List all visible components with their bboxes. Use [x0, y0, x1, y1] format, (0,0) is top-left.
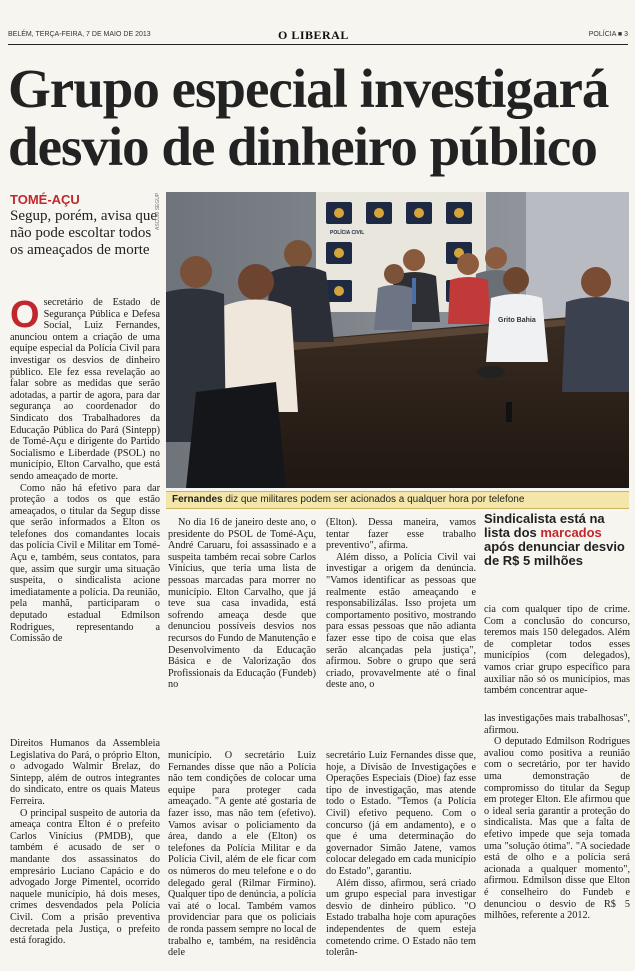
newspaper-logo: O LIBERAL	[278, 28, 349, 42]
headline: Grupo especial investigará desvio de dinheiro público	[8, 58, 609, 177]
article-paragraph: O principal suspeito de autoria da ameaça contra Elton é o prefeito Carlos Vinícius (PMDB), que também é acusado de ser o mandante dos assassinatos do empresário Luciano Capácio e do advogado Jorge Pimentel, ocorrido naquele município, há dois meses, crimes desvendados pela Polícia Civil. Com a prisão preventiva decretada pela Justiça, o prefeito está foragido.	[10, 807, 160, 947]
photo-caption	[166, 491, 629, 509]
article-column-3	[326, 517, 476, 691]
paragraph-text: secretário de Estado de Segurança Pública e Defesa Social, Luiz Fernandes, anunciou ontem a criação de uma equipe especial da Polícia Civil para investigar os desvios de dinheiro público. Ele fez essa revelação ao falar sobre as medidas que serão adotadas, a partir de agora, para dar segurança ao coordenador do Sindicato dos Trabalhadores da Educação Pública do Pará (Sintepp) de Tomé-Açu e dirigente do Partido Socialismo e Liberdade (PSOL) no município, Elton Carvalho, que está sendo ameaçado de morte.	[10, 297, 160, 482]
wall-label: POLÍCIA CIVIL	[330, 230, 365, 236]
sidebar-title-part: Sindicalista está na lista dos	[484, 511, 605, 540]
article-column-1-cont	[10, 738, 160, 947]
article-paragraph: las investigações mais trabalhosas", afirmou.	[484, 713, 630, 736]
shirt-text: Grito Bahia	[498, 317, 536, 324]
article-column-4	[484, 604, 630, 697]
article-column-4-cont	[484, 713, 630, 922]
header-rule	[8, 44, 628, 45]
article-column-2	[168, 517, 316, 691]
sidebar-headline	[484, 512, 630, 568]
location-date: BELÉM, TERÇA-FEIRA, 7 DE MAIO DE 2013	[8, 31, 151, 38]
sidebar-title-part: após denunciar desvio de R$ 5 milhões	[484, 539, 625, 568]
kicker: TOMÉ-AÇU	[10, 192, 80, 207]
caption-text: diz que militares podem ser acionados a qualquer hora por telefone	[222, 494, 525, 505]
article-paragraph: município. O secretário Luiz Fernandes disse que não a Polícia não tem condições de colocar uma equipe para proteger cada ameaçado. "A gente até gostaria de fazer isso, mas não tem (efetivo). Vamos avisar o policiamento da área, dando a ele (Elton) os telefones da Polícia Militar e da Polícia Civil, além de ele ficar com os números do meu telefone e o do delegado geral (Rilmar Firmino). Qualquer tipo de denúncia, a polícia vai até o local. Também vamos providenciar para que os policiais de ronda passem sempre no local de trabalho e, também, na residência dele	[168, 750, 316, 959]
article-paragraph: O deputado Edmilson Rodrigues avaliou como positiva a reunião com o secretário, por ter havido uma demonstração de compromisso do titular da Segup em proteger Elton. Ele afirmou que o ideal seria garantir a proteção do sindicalista. Mas que a falta de efetivo impede que seja tomada uma "solução ótima". "A sociedade está de olho e a polícia será acionada a qualquer momento", afirmou. Edmilson disse que Elton é conselheiro do Fundeb e denunciou o desvio de R$ 5 milhões, referente a 2012.	[484, 736, 630, 922]
article-column-3-cont	[326, 750, 476, 959]
drop-cap: O	[10, 294, 40, 336]
article-column-2-cont	[168, 750, 316, 959]
article-paragraph: secretário Luiz Fernandes disse que, hoje, a Divisão de Investigações e Operações Especiais (Dioe) faz esse tipo de investigação, mas atende todo o Estado. "Temos (a Polícia Civil) efetivo pequeno. Com o concurso (já em andamento), e o que é uma determinação do governador Simão Jatene, vamos colocar delegado em cada município do Estado", garantiu.	[326, 750, 476, 877]
article-paragraph	[10, 294, 160, 483]
article-paragraph: Além disso, a Polícia Civil vai investigar a origem da denúncia. "Vamos identificar as pessoas que realmente estão ameaçando e responsabilizálas. Isso projeta um comportamento positivo, mostrando para essas pessoas que não adianta fazer esse tipo de coisa que elas serão alcançadas pela justiça", afirmou. Sobre o grupo que será criado, provavelmente até o final deste ano, o	[326, 551, 476, 691]
article-column-1	[10, 294, 160, 645]
article-paragraph: Como não há efetivo para dar proteção a todos os que estão ameaçados, o titular da Segup disse que serão informados a Elton os telefones dos comandantes locais das polícia Civil e Militar em Tomé-Açu e, também, seus contatos, para que, assim que surgir uma situação suspeita, o sindicalista acione imediatamente a polícia. Da reunião, pela manhã, participaram o deputado estadual Edmilson Rodrigues, representando a Comissão de	[10, 482, 160, 645]
news-photo	[166, 192, 629, 488]
article-paragraph: No dia 16 de janeiro deste ano, o presidente do PSOL de Tomé-Açu, André Caruaru, foi assassinado e a suspeita também recai sobre Carlos Vinícius, que teria uma lista de pessoas marcadas para morrer no município. Elton Carvalho, que já teve sua casa invadida, está sofrendo ameaça desde que denunciou possíveis desvios nos recursos do Fundo de Manutenção e Desenvolvimento da Educação Básica e de Valorização dos Profissionais da Educação (Fundeb) no	[168, 517, 316, 691]
caption-name: Fernandes	[172, 494, 223, 505]
sidebar-title-highlight: marcados	[540, 525, 602, 540]
section-label: POLÍCIA ■ 3	[588, 31, 628, 38]
article-paragraph: Além disso, afirmou, será criado um grupo especial para investigar desvio de dinheiro público. "O Estado trabalha hoje com apurações independentes de quem esteja cometendo crime. O Estado não tem tolerân-	[326, 877, 476, 959]
subhead: Segup, porém, avisa que não pode escoltar todos os ameaçados de morte	[10, 208, 158, 258]
article-paragraph: cia com qualquer tipo de crime. Com a conclusão do concurso, teremos mais 150 delegados. Além de completar todos esses municípios (com delegados), vamos criar grupo específico para auxiliar não só os municípios, mas também concentrar aque-	[484, 604, 630, 697]
photo-credit: ASCOM SEGUP	[155, 192, 161, 230]
page-header	[8, 28, 628, 42]
article-paragraph: Direitos Humanos da Assembleia Legislativa do Pará, o próprio Elton, o advogado Walmir Brelaz, do Sintepp, além de outros integrantes do sindicato, entre os quais Mateus Ferreira.	[10, 738, 160, 807]
article-paragraph: (Elton). Dessa maneira, vamos tentar fazer esse trabalho preventivo", afirma.	[326, 517, 476, 552]
